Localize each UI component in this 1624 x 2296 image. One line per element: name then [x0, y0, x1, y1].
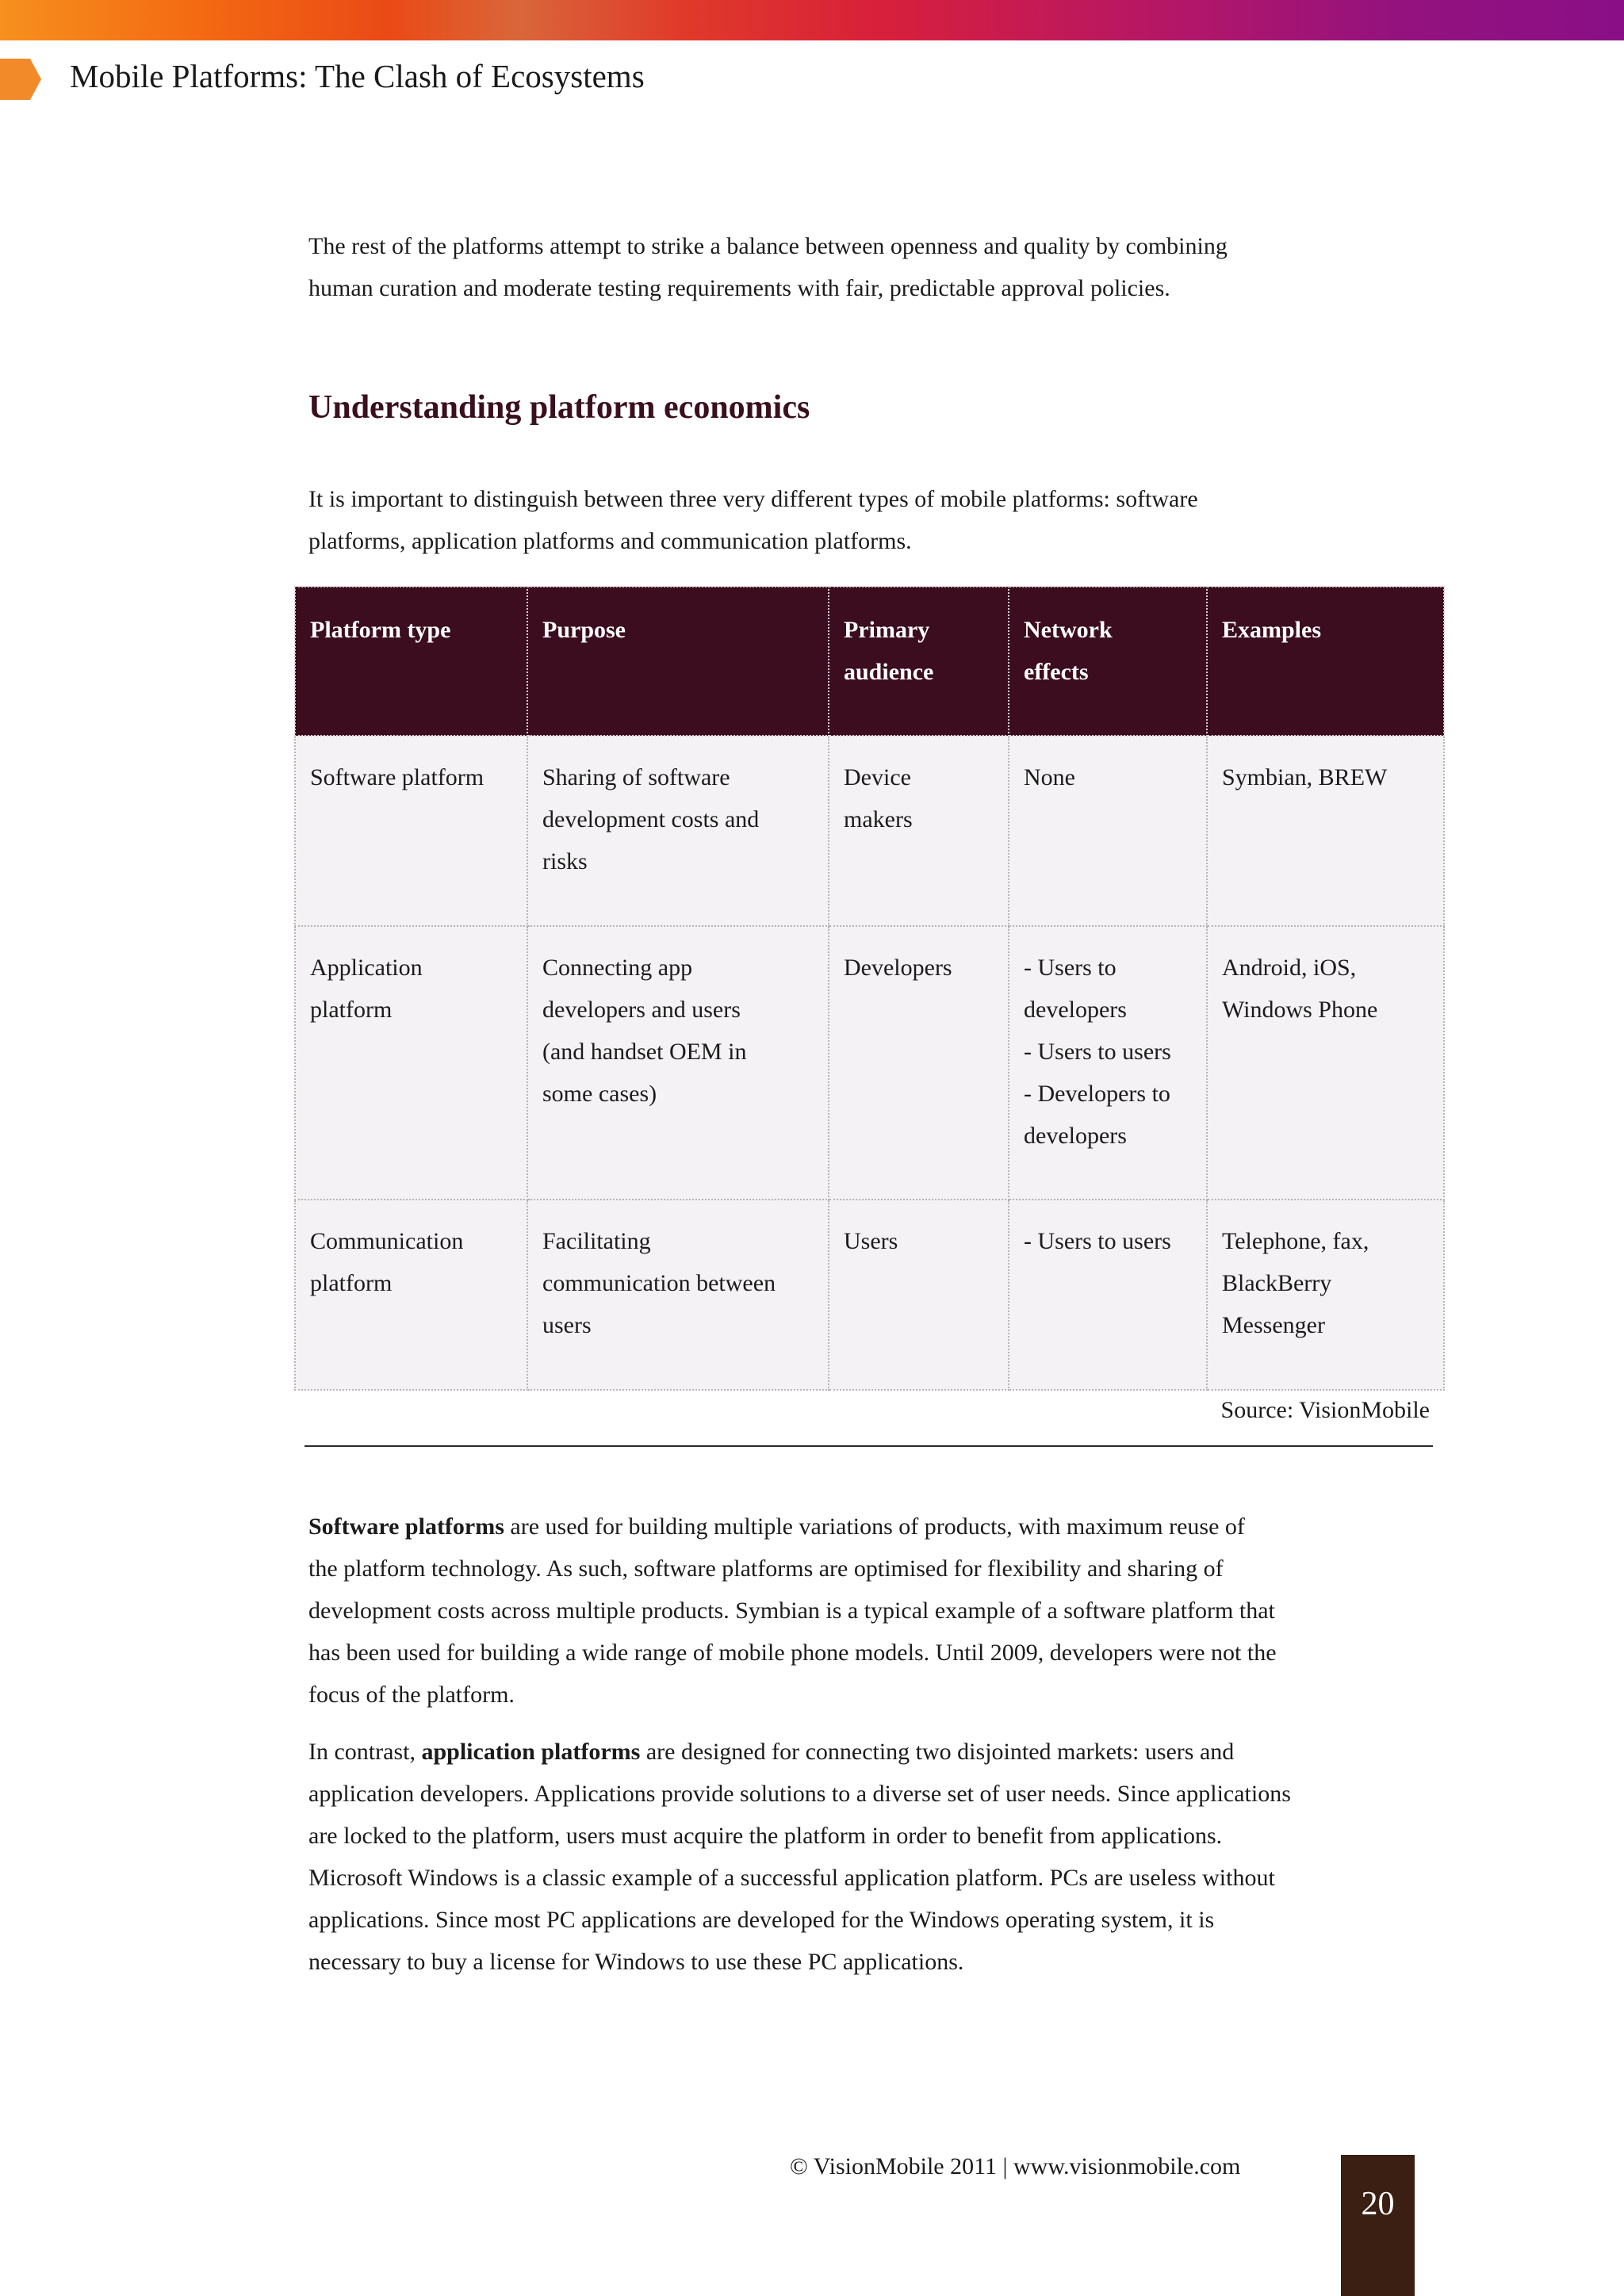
footer-copyright: © VisionMobile 2011 | www.visionmobile.com — [790, 2153, 1241, 2179]
cell-examples: Android, iOS, Windows Phone — [1207, 926, 1444, 1200]
cell-examples: Symbian, BREW — [1207, 736, 1444, 926]
cell-purpose: Connecting app developers and users (and handset OEM in some cases) — [527, 926, 829, 1200]
cell-network-effects: None — [1009, 736, 1207, 926]
lead-line: It is important to distinguish between three very different types of mobile platforms: software — [308, 486, 1198, 512]
table-source-caption: Source: VisionMobile — [1220, 1397, 1430, 1423]
running-header-title: Mobile Platforms: The Clash of Ecosystems — [70, 58, 645, 94]
cell-platform-type: Software platform — [295, 736, 527, 926]
table-row — [295, 926, 1444, 1200]
top-color-band — [0, 0, 1624, 40]
application-platforms-paragraph: In contrast, application platforms are designed for connecting two disjointed markets: users and application developers. Applications provide solutions to a diverse set of user needs. Since applications are locked to the platform, users must acquire the platform in order to benefit from applications. Microsoft Windows is a classic example of a successful application platform. PCs are useless without applications. Since most PC applications are developed for the Windows operating system, it is necessary to buy a license for Windows to use these PC applications. — [308, 1739, 1291, 1975]
header-primary-audience: Primary audience — [829, 587, 1009, 736]
header-platform-type: Platform type — [295, 587, 527, 736]
table-header-row — [295, 587, 1444, 736]
cell-primary-audience: Users — [829, 1200, 1009, 1390]
header-network-effects: Network effects — [1009, 587, 1207, 736]
section-heading: Understanding platform economics — [308, 389, 810, 426]
intro-line: The rest of the platforms attempt to strike a balance between openness and quality by combining — [308, 233, 1228, 259]
cell-primary-audience: Developers — [829, 926, 1009, 1200]
cell-examples: Telephone, fax, BlackBerry Messenger — [1207, 1200, 1444, 1390]
lead-line: platforms, application platforms and communication platforms. — [308, 528, 912, 554]
cell-purpose: Sharing of software development costs and risks — [527, 736, 829, 926]
header-arrow-icon — [0, 59, 41, 100]
bold-term: application platforms — [421, 1739, 641, 1765]
table-divider-rule — [304, 1445, 1433, 1447]
cell-platform-type: Communication platform — [295, 1200, 527, 1390]
header-purpose: Purpose — [527, 587, 829, 736]
table-row — [295, 1200, 1444, 1390]
intro-paragraph — [308, 225, 1434, 309]
cell-purpose: Facilitating communication between users — [527, 1200, 829, 1390]
header-examples: Examples — [1207, 587, 1444, 736]
platform-types-table — [294, 586, 1445, 1391]
software-platforms-paragraph: Software platforms are used for building multiple variations of products, with maximum reuse of the platform technology. As such, software platforms are optimised for flexibility and sharing of development costs across multiple products. Symbian is a typical example of a software platform that has been used for building a wide range of mobile phone models. Until 2009, developers were not the focus of the platform. — [308, 1513, 1277, 1708]
cell-primary-audience: Device makers — [829, 736, 1009, 926]
page-number: 20 — [1341, 2155, 1415, 2296]
table-row — [295, 736, 1444, 926]
cell-network-effects: - Users to users — [1009, 1200, 1207, 1390]
cell-platform-type: Application platform — [295, 926, 527, 1200]
cell-network-effects: - Users to developers - Users to users - Developers to developers — [1009, 926, 1207, 1200]
section-lead-paragraph — [308, 478, 1434, 562]
bold-term: Software platforms — [308, 1513, 504, 1540]
intro-line: human curation and moderate testing requirements with fair, predictable approval policies. — [308, 275, 1170, 301]
